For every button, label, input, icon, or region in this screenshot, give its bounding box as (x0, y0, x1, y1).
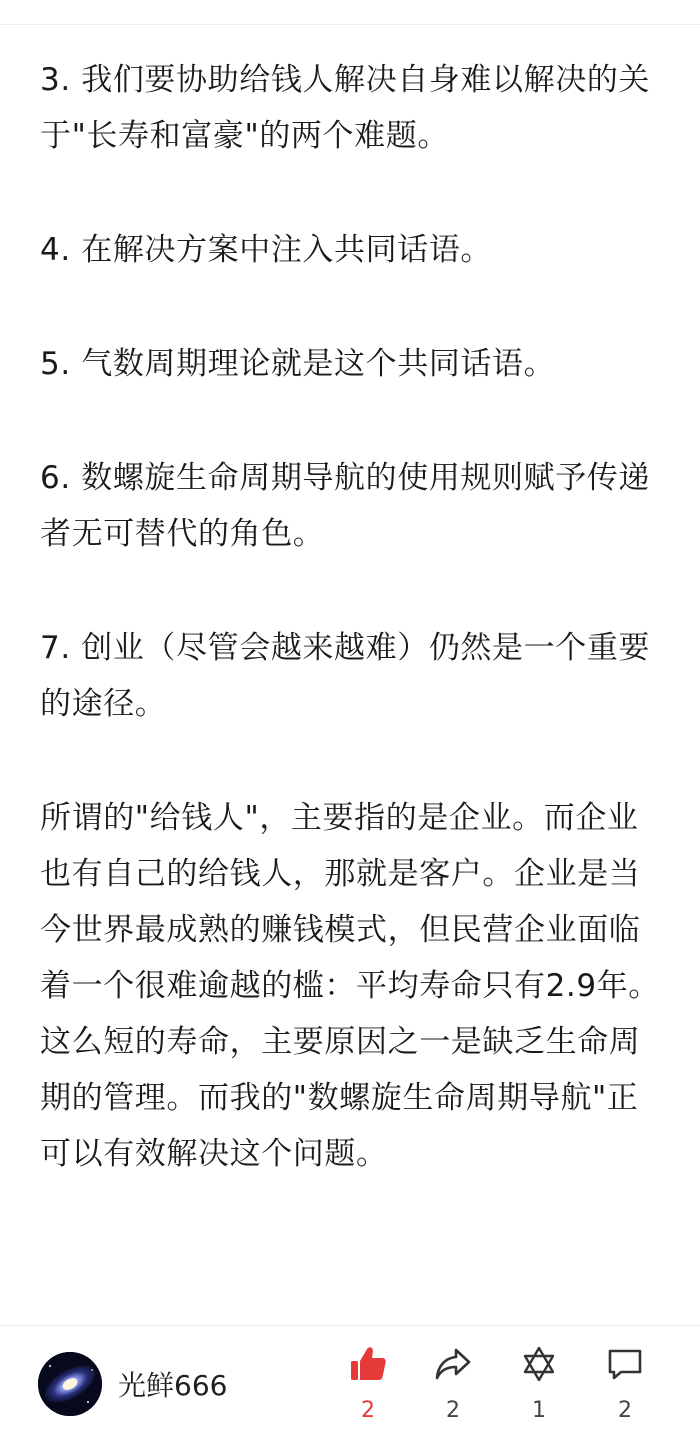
top-divider (0, 24, 700, 25)
author-name[interactable]: 光鲜666 (118, 1369, 228, 1402)
comment-icon (605, 1344, 645, 1384)
paragraph-item-7: 7. 创业（尽管会越来越难）仍然是一个重要的途径。 (40, 630, 651, 722)
star-of-david-icon (519, 1344, 559, 1384)
article-body (40, 52, 666, 1182)
comment-button[interactable] (590, 1344, 660, 1428)
paragraph-item-6: 6. 数螺旋生命周期导航的使用规则赋予传递者无可替代的角色。 (40, 460, 651, 552)
thumbs-up-icon (348, 1344, 388, 1384)
author-avatar[interactable] (38, 1352, 102, 1416)
paragraph-item-3: 3. 我们要协助给钱人解决自身难以解决的关于"长寿和富豪"的两个难题。 (40, 62, 651, 154)
paragraph-item-5: 5. 气数周期理论就是这个共同话语。 (40, 346, 556, 382)
bottom-action-bar (0, 1325, 700, 1440)
paragraph-item-4: 4. 在解决方案中注入共同话语。 (40, 232, 493, 268)
favorite-button[interactable] (504, 1344, 574, 1428)
paragraph-summary: 所谓的"给钱人"，主要指的是企业。而企业也有自己的给钱人，那就是客户。企业是当今世界最成熟的赚钱模式，但民营企业面临着一个很难逾越的槛：平均寿命只有2.9年。这么短的寿命，主要原因之一是缺乏生命周期的管理。而我的"数螺旋生命周期导航"正可以有效解决这个问题。 (40, 800, 660, 1172)
share-count: 2 (446, 1398, 460, 1423)
like-count: 2 (361, 1398, 375, 1423)
like-button[interactable] (333, 1344, 403, 1428)
share-button[interactable] (418, 1344, 488, 1428)
comment-count: 2 (618, 1398, 632, 1423)
galaxy-avatar-image (38, 1352, 102, 1416)
share-icon (433, 1344, 473, 1384)
favorite-count: 1 (532, 1398, 546, 1423)
